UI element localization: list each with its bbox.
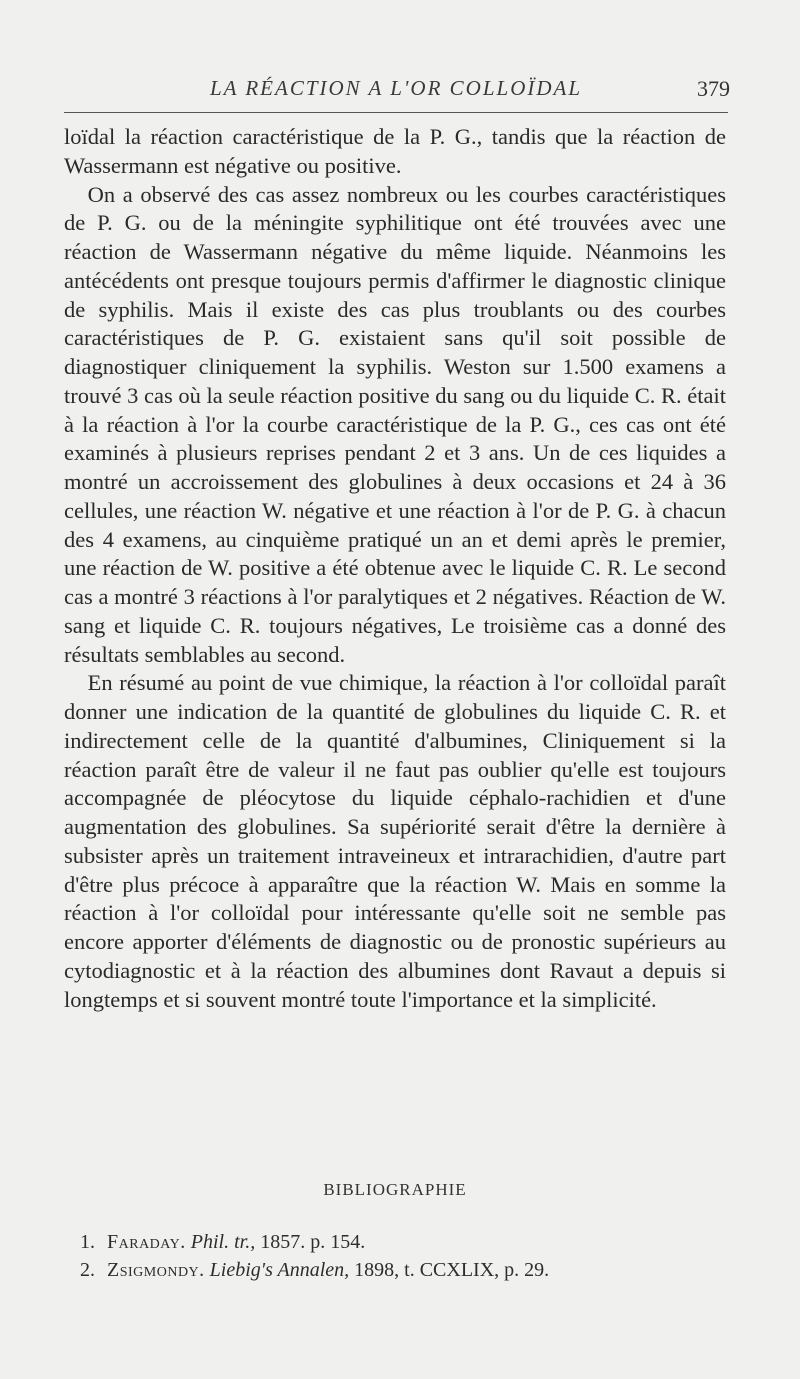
entry-source: Phil. tr., [190,1231,256,1253]
entry-source: Liebig's Annalen, [209,1259,350,1281]
paragraph: On a observé des cas assez nombreux ou les courbes caractéristiques de P. G. ou de la méningite syphilitique ont été trouvées avec une réaction de Wassermann négative du même liquide. Néanmoins les antécédents ont presque toujours permis d'affirmer le diagnostic clinique de syphilis. Mais il existe des cas plus troublants ou des courbes caractéristiques de P. G. existaient sans qu'il soit possible de diagnostiquer cliniquement la syphilis. Weston sur 1.500 examens a trouvé 3 cas où la seule réaction positive du sang ou du liquide C. R. était à la réaction à l'or la courbe caractéristique de la P. G., ces cas ont été examinés à plusieurs reprises pendant 2 et 3 ans. Un de ces liquides a montré un accroissement des globulines à deux occasions et 24 à 36 cellules, une réaction W. négative et une réaction à l'or de P. G. à chacun des 4 examens, au cinquième pratiqué un an et demi après le premier, une réaction de W. positive a été obtenue avec le liquide C. R. Le second cas a montré 3 réactions à l'or paralytiques et 2 négatives. Réaction de W. sang et liquide C. R. toujours négatives, Le troisième cas a donné des résultats semblables au second. [64,181,726,667]
running-title: LA RÉACTION A L'OR COLLOÏDAL [209,76,583,100]
entry-number: 2. [80,1259,95,1281]
paragraph: En résumé au point de vue chimique, la réaction à l'or colloïdal paraît donner une indication de la quantité de globulines du liquide C. R. et indirectement celle de la quantité d'albumines, Cliniquement si la réaction paraît être de valeur il ne faut pas oublier qu'elle est toujours accompagnée de pléocytose du liquide céphalo-rachidien et d'une augmentation des globulines. Sa supériorité serait d'être la dernière à subsister après un traitement intraveineux et intrarachidien, d'autre part d'être plus précoce à apparaître que la réaction W. Mais en somme la réaction à l'or colloïdal pour intéressante qu'elle soit ne semble pas encore apporter d'éléments de diagnostic ou de pronostic supérieurs au cytodiagnostic et à la réaction des albumines dont Ravaut a depuis si longtemps et si souvent montré toute l'importance et la simplicité. [64,670,726,1012]
bibliography-entry [80,1256,720,1284]
running-header [64,76,728,116]
entry-number: 1. [80,1231,95,1253]
entry-author: Faraday. [107,1231,186,1253]
body-text [64,123,726,1014]
bibliography-entry [80,1228,720,1256]
entry-details: 1898, t. CCXLIX, p. 29. [354,1259,550,1281]
bibliography-heading: BIBLIOGRAPHIE [323,1180,467,1199]
entry-details: 1857. p. 154. [260,1231,366,1253]
paragraph-continued: loïdal la réaction caractéristique de la P. G., tandis que la réaction de Wassermann est négative ou positive. [64,124,726,178]
bibliography-list [80,1228,720,1284]
page-number: 379 [697,76,730,101]
entry-author: Zsigmondy. [107,1259,205,1281]
header-rule [64,112,728,113]
